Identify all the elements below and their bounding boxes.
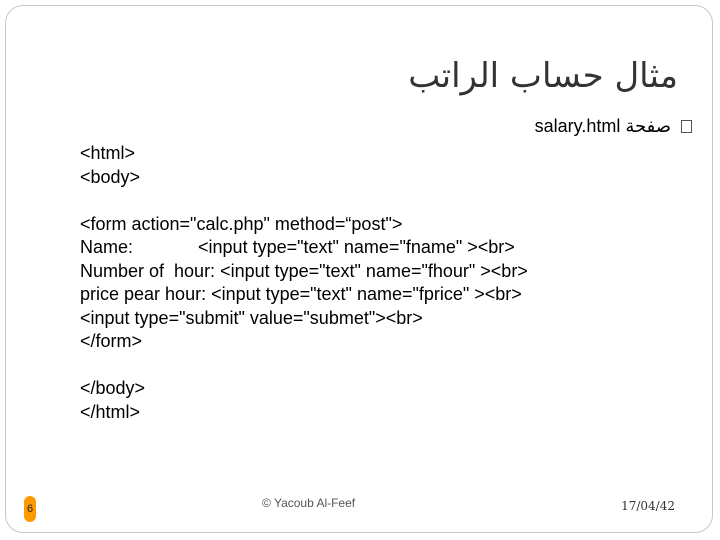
bullet-item <box>535 116 692 137</box>
code-line: </html> <box>80 401 141 422</box>
code-line: <html> <box>80 143 136 163</box>
slide-title: مثال حساب الراتب <box>408 56 678 96</box>
code-line: <input type="submit" value="submet"><br> <box>80 307 423 328</box>
code-spacer <box>80 354 528 378</box>
footer-date: 17/04/42 <box>621 499 675 513</box>
code-line: <body> <box>80 166 141 187</box>
code-line: </form> <box>80 331 143 351</box>
code-line: Number of hour: <input type="text" name="fhour" ><br> <box>80 260 528 281</box>
footer-author: © Yacoub Al-Feef <box>262 496 356 510</box>
code-line: price pear hour: <input type="text" name="fprice" ><br> <box>80 284 522 304</box>
code-line: Name: <input type="text" name="fname" ><br> <box>80 237 515 257</box>
code-spacer <box>80 189 528 213</box>
code-line: <form action="calc.php" method=“post"> <box>80 213 403 234</box>
page-number-badge: 6 <box>24 496 36 522</box>
code-line: </body> <box>80 378 146 398</box>
checkbox-bullet-icon <box>681 120 692 133</box>
code-block <box>80 142 528 424</box>
bullet-text: salary.html صفحة <box>534 116 671 136</box>
